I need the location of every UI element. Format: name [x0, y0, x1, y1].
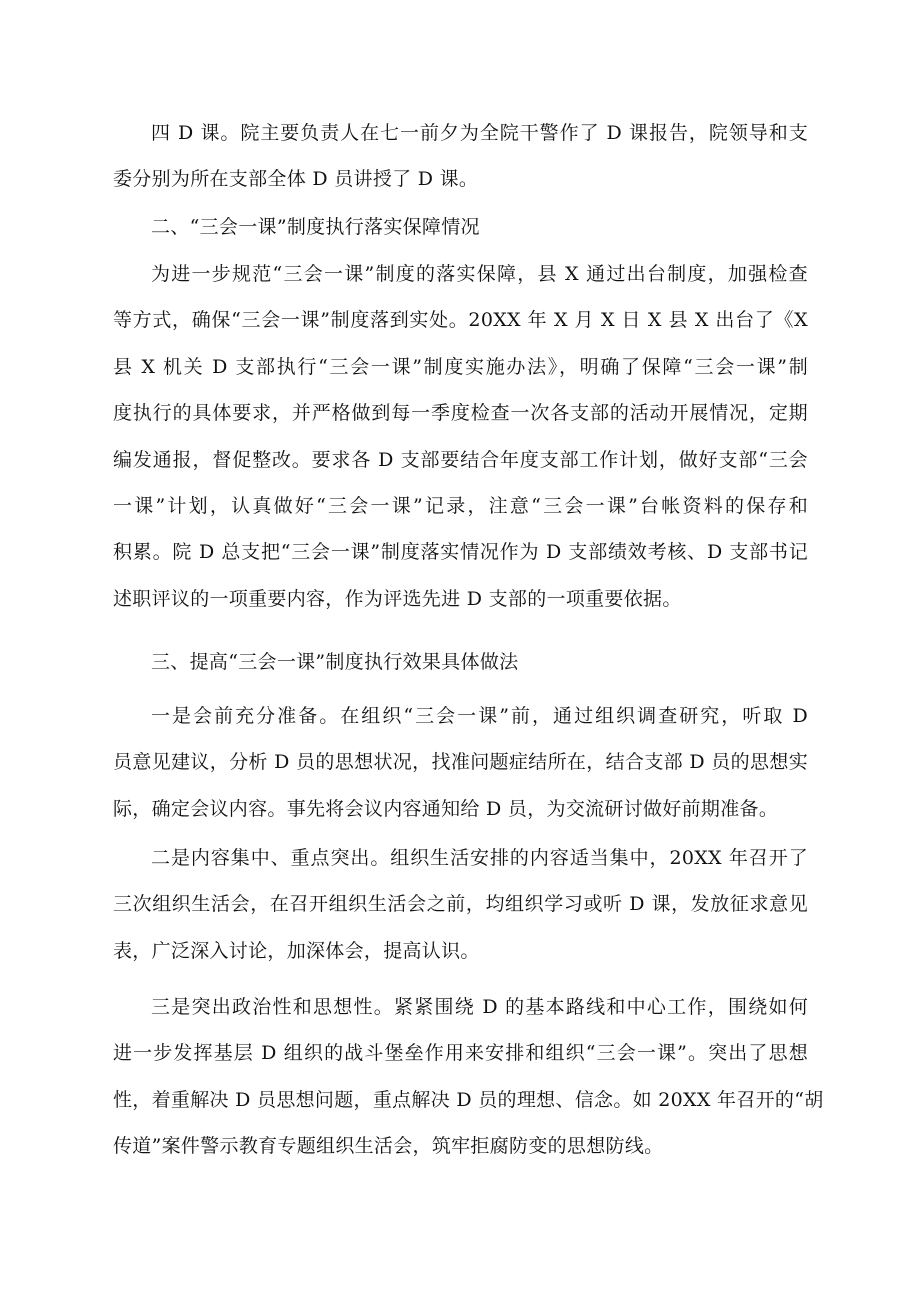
paragraph-preparation [113, 693, 808, 832]
paragraph-political [113, 984, 824, 1170]
text-line: 述职评议的一项重要内容，作为评选先进 D 支部的一项重要依据。 [113, 587, 682, 610]
section-heading-2 [113, 204, 808, 250]
paragraph-safeguard [113, 251, 808, 622]
heading-text: 三、提高“三会一课”制度执行效果具体做法 [151, 651, 519, 673]
text-line: 表，广泛深入讨论，加深体会，提高认识。 [113, 939, 480, 962]
text-line: 为进一步规范“三会一课”制度的落实保障，县 X 通过出台制度，加强检查 [151, 263, 808, 285]
text-line: 等方式，确保“三会一课”制度落到实处。20XX 年 X 月 X 日 X 县 X 出台了《X [113, 309, 808, 332]
paragraph-continuation [113, 110, 808, 203]
text-line: 县 X 机关 D 支部执行“三会一课”制度实施办法》，明确了保障“三会一课”制 [113, 355, 808, 378]
text-line: 员意见建议，分析 D 员的思想状况，找准问题症结所在，结合支部 D 员的思想实 [113, 751, 808, 774]
paragraph-focus [113, 835, 808, 974]
text-line: 二是内容集中、重点突出。组织生活安排的内容适当集中，20XX 年召开了 [151, 847, 808, 869]
text-line: 委分别为所在支部全体 D 员讲授了 D 课。 [113, 168, 479, 191]
text-line: 际，确定会议内容。事先将会议内容通知给 D 员，为交流研讨做好前期准备。 [113, 797, 779, 820]
text-line: 进一步发挥基层 D 组织的战斗堡垒作用来安排和组织“三会一课”。突出了思想 [113, 1042, 808, 1065]
text-line: 三次组织生活会，在召开组织生活会之前，均组织学习或听 D 课，发放征求意见 [113, 893, 808, 916]
section-heading-3 [113, 639, 808, 685]
text-line: 四 D 课。院主要负责人在七一前夕为全院干警作了 D 课报告，院领导和支 [151, 122, 808, 144]
text-line: 编发通报，督促整改。要求各 D 支部要结合年度支部工作计划，做好支部“三会 [113, 448, 808, 471]
text-line: 三是突出政治性和思想性。紧紧围绕 D 的基本路线和中心工作，围绕如何 [151, 996, 808, 1018]
text-line: 传道”案件警示教育专题组织生活会，筑牢拒腐防变的思想防线。 [113, 1135, 664, 1158]
text-line: 一是会前充分准备。在组织“三会一课”前，通过组织调查研究，听取 D [151, 705, 808, 727]
text-line: 一课”计划，认真做好“三会一课”记录，注意“三会一课”台帐资料的保存和 [113, 495, 808, 518]
text-line: 性，着重解决 D 员思想问题，重点解决 D 员的理想、信念。如 20XX 年召开的“胡 [113, 1088, 824, 1111]
text-line: 积累。院 D 总支把“三会一课”制度落实情况作为 D 支部绩效考核、D 支部书记 [113, 541, 808, 564]
text-line: 度执行的具体要求，并严格做到每一季度检查一次各支部的活动开展情况，定期 [113, 402, 808, 425]
heading-text: 二、“三会一课”制度执行落实保障情况 [151, 216, 480, 238]
